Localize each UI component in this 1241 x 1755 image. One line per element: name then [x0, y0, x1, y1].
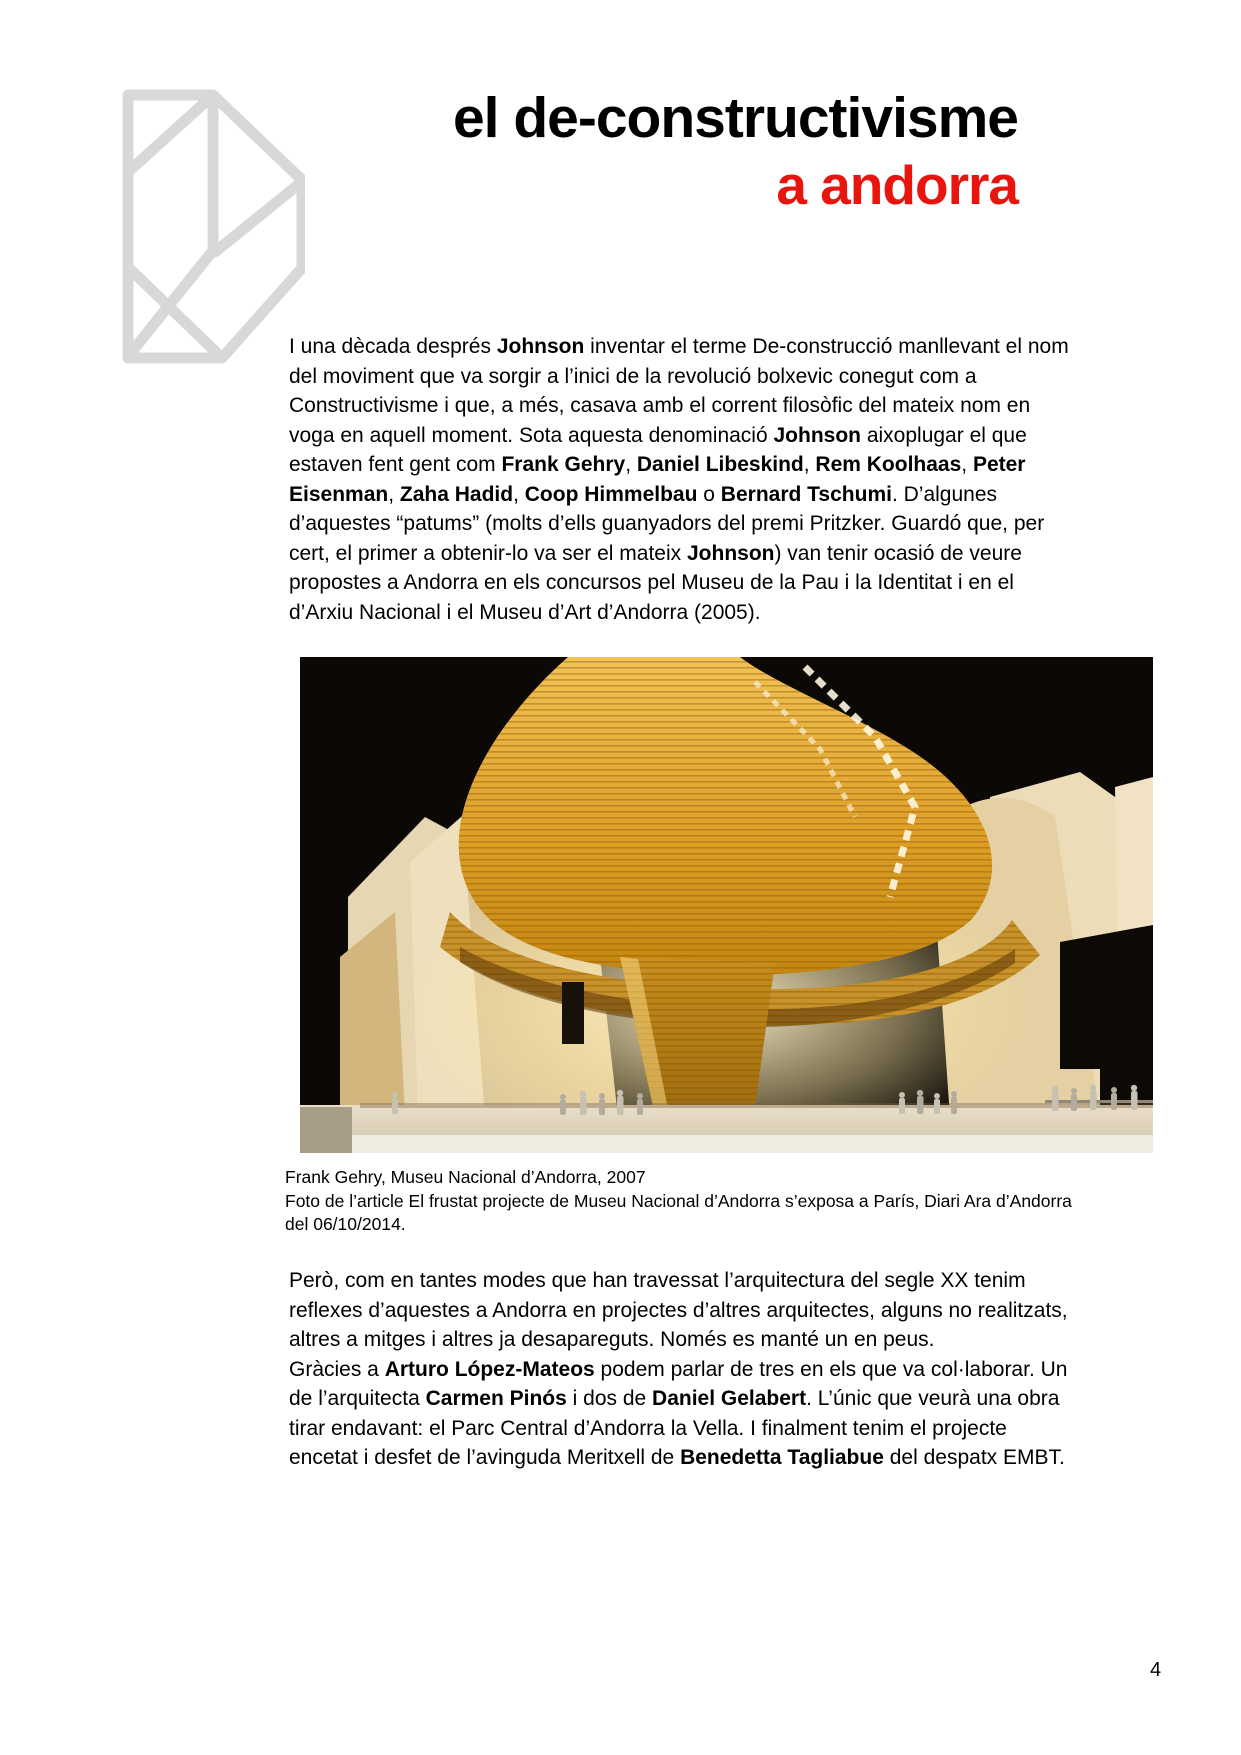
caption-line-1: Frank Gehry, Museu Nacional d’Andorra, 2007	[285, 1167, 646, 1187]
page-number: 4	[1150, 1659, 1162, 1681]
body-paragraph: Però, com en tantes modes que han travessat l’arquitectura del segle XX tenim reflexes d’aquestes a Andorra en projectes d’altres arquitectes, alguns no realitzats, altres a mitges i altres ja desapareguts. Només es manté un en peus. Gràcies a Arturo López-Mateos podem parlar de tres en els que va col·laborar. Un de l’arquitecta Carmen Pinós i dos de Daniel Gelabert. L’únic que veurà una obra tirar endavant: el Parc Central d’Andorra la Vella. I finalment tenim el projecte encetat i desfet de l’avinguda Meritxell de Benedetta Tagliabue del despatx EMBT.	[289, 1269, 1068, 1469]
geometric-outline-logo	[112, 83, 305, 365]
page-subtitle: a andorra	[776, 154, 1018, 216]
figure-caption	[285, 1166, 1165, 1237]
geometric-logo-drawing	[112, 83, 305, 365]
museum-model-illustration	[300, 657, 1153, 1153]
header	[453, 86, 1018, 216]
page-title: el de-constructivisme	[452, 86, 1018, 150]
caption-line-2: Foto de l’article El frustat projecte de Museu Nacional d’Andorra s’exposa a París, Diari Ara d’Andorra	[285, 1190, 1072, 1211]
intro-paragraph: I una dècada després Johnson inventar el terme De-construcció manllevant el nom del moviment que va sorgir a l’inici de la revolució bolxevic conegut com a Constructivisme i que, a més, casava amb el corrent filosòfic del mateix nom en voga en aquell moment. Sota aquesta denominació Johnson aixoplugar el que estaven fent gent com Frank Gehry, Daniel Libeskind, Rem Koolhaas, Peter Eisenman, Zaha Hadid, Coop Himmelbau o Bernard Tschumi. D’algunes d’aquestes “patums” (molts d’ells guanyadors del premi Pritzker. Guardó que, per cert, el primer a obtenir-lo va ser el mateix Johnson) van tenir ocasió de veure propostes a Andorra en els concursos pel Museu de la Pau i la Identitat i en el d’Arxiu Nacional i el Museu d’Art d’Andorra (2005).	[289, 335, 1069, 624]
frank-gehry-museum-model-photo	[300, 657, 1153, 1153]
caption-line-3: del 06/10/2014.	[285, 1214, 406, 1234]
